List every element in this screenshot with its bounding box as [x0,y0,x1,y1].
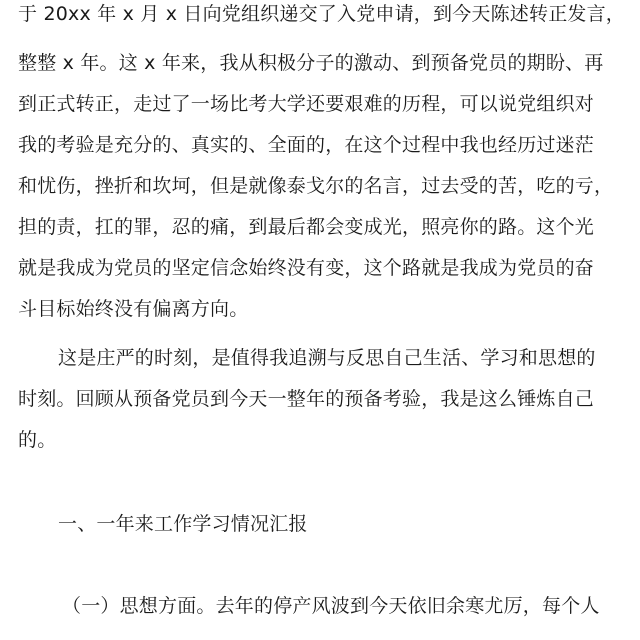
paragraph-line: 整整 x 年。这 x 年来，我从积极分子的激动、到预备党员的期盼、再 [18,52,604,74]
paragraph-line: 担的责，扛的罪，忍的痛，到最后都会变成光，照亮你的路。这个光 [18,216,595,238]
subsection-paragraph-start: （一）思想方面。去年的停产风波到今天依旧余寒尤厉，每个人 [62,595,600,617]
section-heading: 一、一年来工作学习情况汇报 [58,513,308,535]
paragraph-line: 的。 [18,429,57,451]
paragraph-line: 于 20xx 年 x 月 x 日向党组织递交了入党申请，到今天陈述转正发言， [18,3,625,25]
paragraph-line: 这是庄严的时刻，是值得我追溯与反思自己生活、学习和思想的 [58,347,596,369]
paragraph-line: 和忧伤，挫折和坎坷，但是就像泰戈尔的名言，过去受的苦，吃的亏， [18,175,614,197]
paragraph-line: 斗目标始终没有偏离方向。 [18,298,249,320]
paragraph-line: 就是我成为党员的坚定信念始终没有变，这个路就是我成为党员的奋 [18,257,595,279]
paragraph-line: 到正式转正，走过了一场比考大学还要艰难的历程，可以说党组织对 [18,93,595,115]
paragraph-line: 时刻。回顾从预备党员到今天一整年的预备考验，我是这么锤炼自己 [18,388,595,410]
paragraph-line: 我的考验是充分的、真实的、全面的，在这个过程中我也经历过迷茫 [18,134,595,156]
